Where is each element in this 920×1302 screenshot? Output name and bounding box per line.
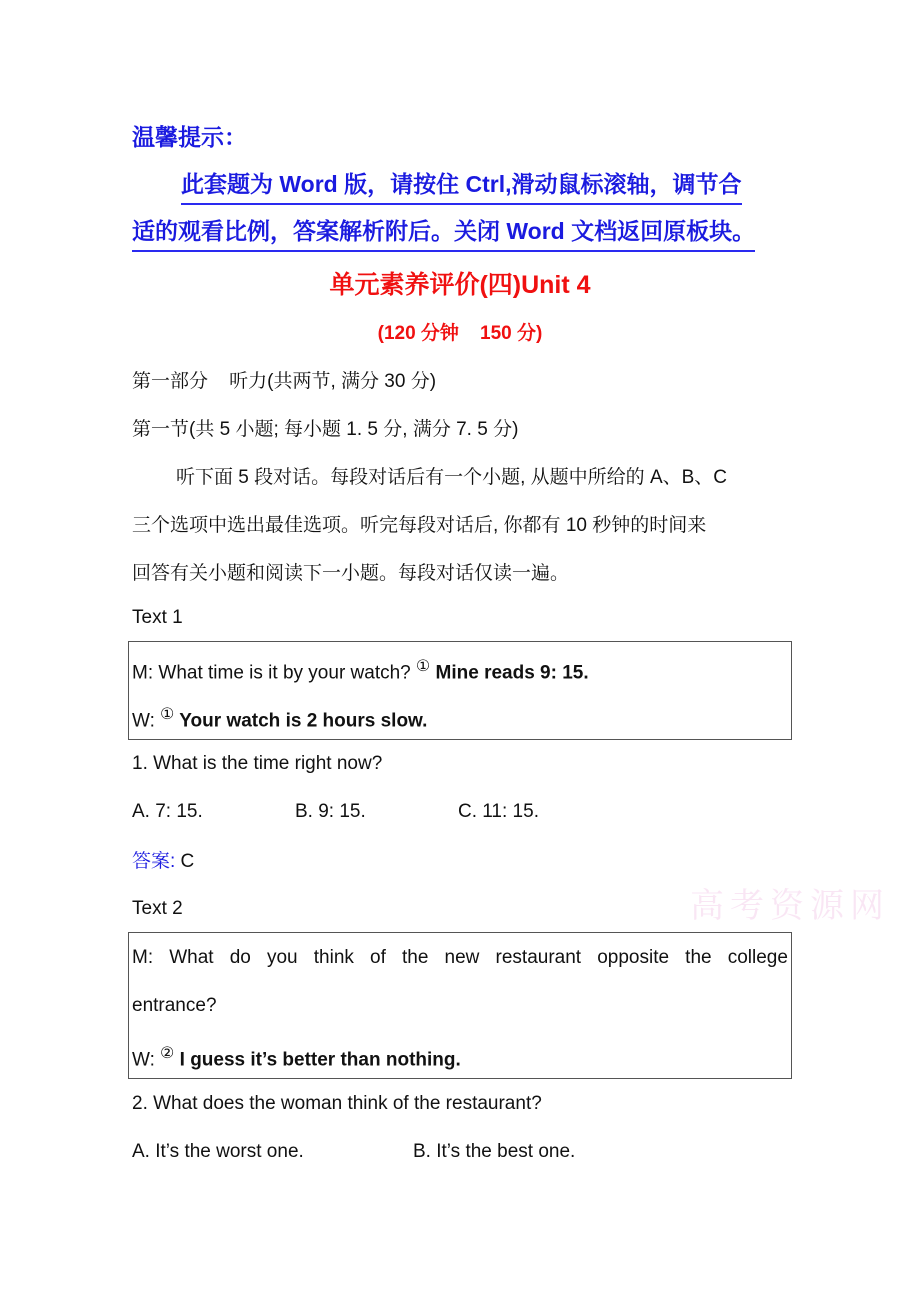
- text2-dialogue-box: [128, 932, 792, 1079]
- text1-line-w: [132, 704, 427, 732]
- text2-label: Text 2: [132, 898, 183, 919]
- word: do: [229, 947, 251, 968]
- instructions-line-1: 听下面 5 段对话。每段对话后有一个小题, 从题中所给的 A、B、C: [176, 467, 728, 488]
- page-title: 单元素养评价(四)Unit 4: [329, 271, 591, 299]
- option-b: B. 9: 15.: [295, 801, 366, 822]
- key-text: Mine reads 9: 15.: [430, 662, 589, 684]
- answer-label: 答案:: [132, 851, 176, 872]
- answer-value: C: [175, 851, 195, 872]
- watermark: 高考资源网: [690, 886, 890, 926]
- key-text: Your watch is 2 hours slow.: [174, 710, 428, 732]
- option-b: B. It’s the best one.: [413, 1141, 576, 1162]
- instructions-line-3: 回答有关小题和阅读下一小题。每段对话仅读一遍。: [132, 563, 570, 584]
- text1-line-m: [132, 656, 589, 684]
- part-heading: 第一部分 听力(共两节, 满分 30 分): [132, 371, 437, 392]
- word: college: [727, 947, 788, 968]
- question-2: 2. What does the woman think of the restaurant?: [132, 1093, 542, 1114]
- text1-label: Text 1: [132, 607, 183, 628]
- option-c: C. 11: 15.: [458, 801, 539, 822]
- word: new: [444, 947, 480, 968]
- speaker-text: W:: [132, 1049, 161, 1071]
- word: the: [685, 947, 712, 968]
- option-a: A. It’s the worst one.: [132, 1141, 304, 1162]
- marker: ①: [416, 658, 431, 675]
- key-text: I guess it’s better than nothing.: [174, 1049, 461, 1071]
- option-a: A. 7: 15.: [132, 801, 203, 822]
- marker: ①: [160, 706, 175, 723]
- text1-dialogue-box: [128, 641, 792, 740]
- word: think: [313, 947, 354, 968]
- marker: ②: [160, 1045, 175, 1062]
- speaker-text: W:: [132, 710, 161, 732]
- word: What: [169, 947, 214, 968]
- section-heading: 第一节(共 5 小题; 每小题 1. 5 分, 满分 7. 5 分): [132, 419, 519, 440]
- word: you: [266, 947, 298, 968]
- word: opposite: [597, 947, 670, 968]
- speaker-text: M: What time is it by your watch?: [132, 662, 417, 684]
- text2-line-w: [132, 1043, 461, 1071]
- notice-title: 温馨提示：: [132, 124, 247, 150]
- word: the: [402, 947, 429, 968]
- notice-line-2: 适的观看比例，答案解析附后。关闭 Word 文档返回原板块。: [132, 213, 755, 252]
- notice-line-1: 此套题为 Word 版，请按住 Ctrl,滑动鼠标滚轴，调节合: [181, 166, 742, 205]
- instructions-line-2: 三个选项中选出最佳选项。听完每段对话后, 你都有 10 秒钟的时间来: [132, 515, 707, 536]
- text2-line-m: [132, 947, 788, 969]
- page-subtitle: (120 分钟 150 分): [377, 323, 543, 344]
- word: of: [370, 947, 386, 968]
- word: restaurant: [495, 947, 582, 968]
- question-1: 1. What is the time right now?: [132, 753, 383, 774]
- text2-line-m-continued: entrance?: [132, 995, 217, 1016]
- word: M:: [132, 947, 154, 968]
- answer-1: [132, 846, 194, 873]
